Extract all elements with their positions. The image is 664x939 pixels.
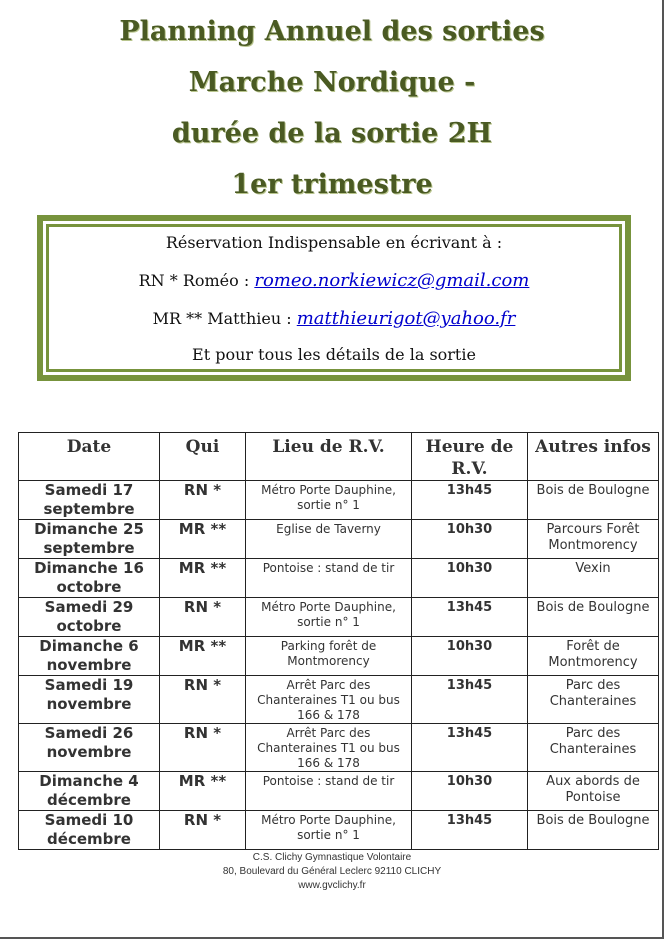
row-qui: RN * [160, 676, 246, 724]
row-qui: MR ** [160, 520, 246, 559]
table-row [19, 772, 659, 811]
header-heure: Heure de R.V. [412, 433, 528, 481]
row-lieu: Métro Porte Dauphine, sortie n° 1 [246, 481, 412, 520]
row-qui: RN * [160, 481, 246, 520]
row-date: Samedi 10 décembre [19, 811, 160, 850]
row-qui: RN * [160, 598, 246, 637]
row-lieu: Eglise de Taverny [246, 520, 412, 559]
row-infos: Parc des Chanteraines [528, 676, 659, 724]
title-line-1: Planning Annuel des sorties [119, 16, 545, 47]
row-date: Dimanche 4 décembre [19, 772, 160, 811]
row-infos: Forêt de Montmorency [528, 637, 659, 676]
row-date: Samedi 19 novembre [19, 676, 160, 724]
reservation-footer: Et pour tous les détails de la sortie [192, 345, 476, 364]
row-qui: MR ** [160, 559, 246, 598]
row-infos: Bois de Boulogne [528, 811, 659, 850]
mr-label: MR ** Matthieu : [152, 309, 297, 328]
row-heure: 10h30 [412, 520, 528, 559]
row-heure: 10h30 [412, 559, 528, 598]
table-header-row [19, 433, 659, 481]
header-infos: Autres infos [528, 433, 659, 481]
row-infos: Bois de Boulogne [528, 598, 659, 637]
schedule-table [18, 432, 659, 850]
row-qui: RN * [160, 724, 246, 772]
row-date: Samedi 29 octobre [19, 598, 160, 637]
mr-email-link[interactable]: matthieurigot@yahoo.fr [296, 308, 516, 329]
table-row [19, 724, 659, 772]
page-title [0, 6, 664, 210]
row-lieu: Pontoise : stand de tir [246, 559, 412, 598]
row-qui: MR ** [160, 637, 246, 676]
row-heure: 13h45 [412, 724, 528, 772]
table-row [19, 481, 659, 520]
title-line-4: 1er trimestre [231, 169, 433, 200]
row-heure: 13h45 [412, 481, 528, 520]
row-infos: Parcours Forêt Montmorency [528, 520, 659, 559]
row-infos: Parc des Chanteraines [528, 724, 659, 772]
row-qui: MR ** [160, 772, 246, 811]
row-heure: 13h45 [412, 811, 528, 850]
footer-website: www.gvclichy.fr [298, 880, 366, 891]
row-date: Dimanche 25 septembre [19, 520, 160, 559]
table-row [19, 676, 659, 724]
row-infos: Aux abords de Pontoise [528, 772, 659, 811]
row-infos: Bois de Boulogne [528, 481, 659, 520]
row-date: Samedi 26 novembre [19, 724, 160, 772]
row-date: Dimanche 6 novembre [19, 637, 160, 676]
footer [0, 851, 664, 893]
table-row [19, 811, 659, 850]
row-date: Samedi 17 septembre [19, 481, 160, 520]
table-row [19, 598, 659, 637]
reservation-mr [37, 308, 631, 329]
table-row [19, 520, 659, 559]
reservation-heading: Réservation Indispensable en écrivant à : [165, 233, 503, 252]
row-infos: Vexin [528, 559, 659, 598]
rn-label: RN * Roméo : [138, 271, 255, 290]
row-heure: 13h45 [412, 676, 528, 724]
footer-club: C.S. Clichy Gymnastique Volontaire [252, 852, 412, 863]
row-lieu: Métro Porte Dauphine, sortie n° 1 [246, 598, 412, 637]
title-line-3: durée de la sortie 2H [171, 118, 493, 149]
header-qui: Qui [160, 433, 246, 481]
row-lieu: Parking forêt de Montmorency [246, 637, 412, 676]
table-row [19, 637, 659, 676]
row-heure: 10h30 [412, 772, 528, 811]
row-lieu: Métro Porte Dauphine, sortie n° 1 [246, 811, 412, 850]
rn-email-link[interactable]: romeo.norkiewicz@gmail.com [254, 270, 530, 291]
row-qui: RN * [160, 811, 246, 850]
row-date: Dimanche 16 octobre [19, 559, 160, 598]
row-lieu: Arrêt Parc des Chanteraines T1 ou bus 166 & 178 [246, 724, 412, 772]
row-lieu: Pontoise : stand de tir [246, 772, 412, 811]
table-row [19, 559, 659, 598]
header-date: Date [19, 433, 160, 481]
row-lieu: Arrêt Parc des Chanteraines T1 ou bus 166 & 178 [246, 676, 412, 724]
row-heure: 13h45 [412, 598, 528, 637]
footer-address: 80, Boulevard du Général Leclerc 92110 CLICHY [222, 866, 442, 877]
row-heure: 10h30 [412, 637, 528, 676]
reservation-rn [37, 270, 631, 291]
title-line-2: Marche Nordique - [188, 67, 476, 98]
header-lieu: Lieu de R.V. [246, 433, 412, 481]
